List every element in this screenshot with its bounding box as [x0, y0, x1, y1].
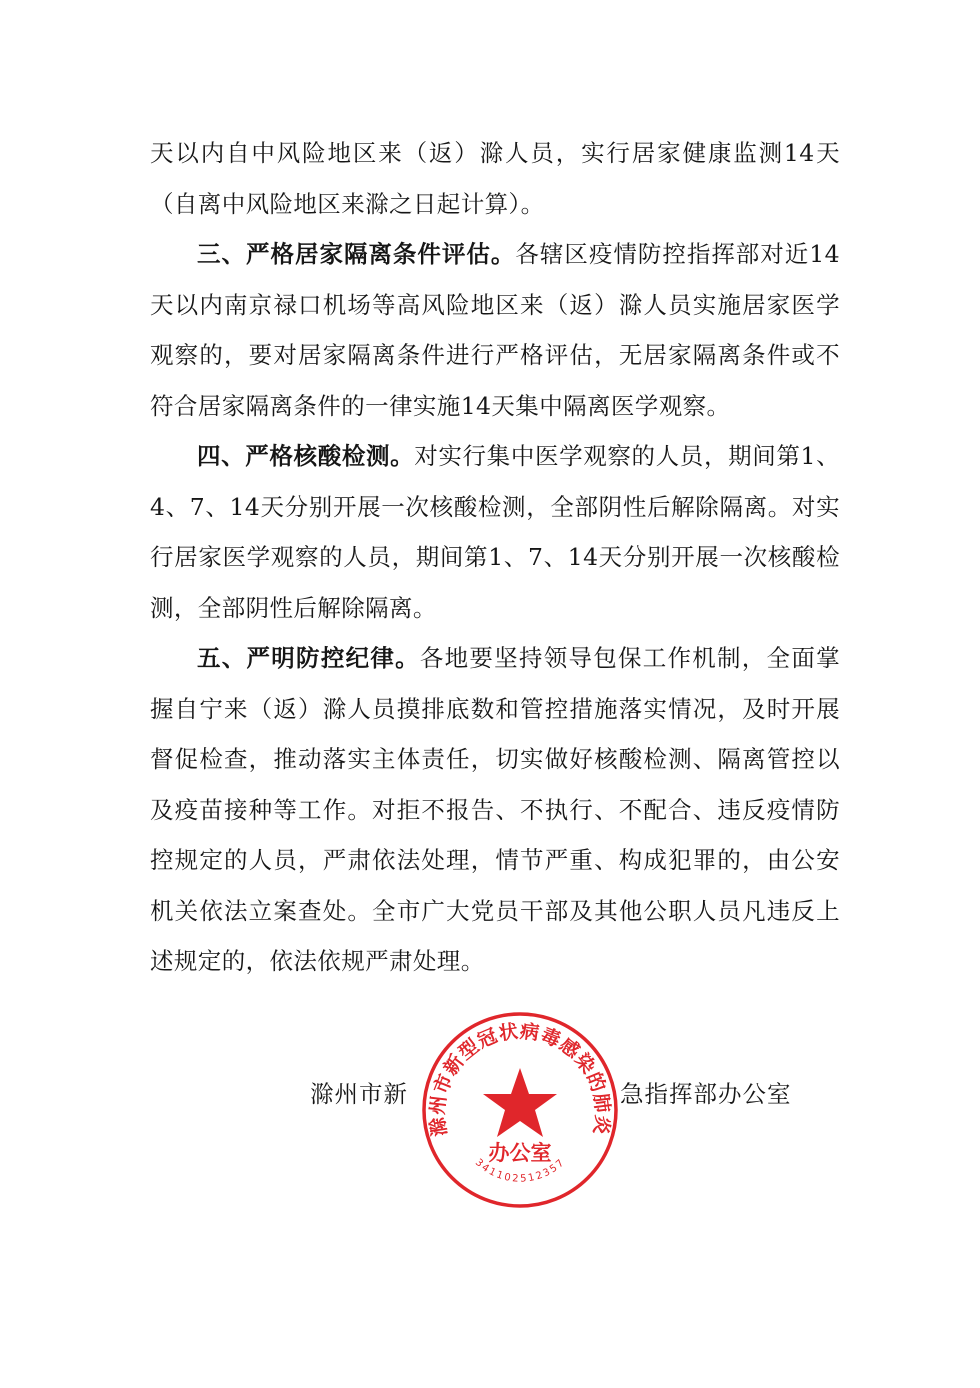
paragraph-3: [150, 431, 840, 633]
seal-office-text: 办公室: [488, 1140, 552, 1165]
paragraph-3-text: 对实行集中医学观察的人员，期间第1、4、7、14天分别开展一次核酸检测，全部阴性后解除隔离。对实行居家医学观察的人员，期间第1、7、14天分别开展一次核酸检测，全部阴性后解除隔离。: [150, 442, 840, 622]
document-body: [150, 128, 840, 987]
paragraph-2: [150, 229, 840, 431]
paragraph-4-text: 各地要坚持领导包保工作机制，全面掌握自宁来（返）滁人员摸排底数和管控措施落实情况，及时开展督促检查，推动落实主体责任，切实做好核酸检测、隔离管控以及疫苗接种等工作。对拒不报告、不执行、不配合、违反疫情防控规定的人员，严肃依法处理，情节严重、构成犯罪的，由公安机关依法立案查处。全市广大党员干部及其他公职人员凡违反上述规定的，依法依规严肃处理。: [150, 644, 840, 975]
paragraph-2-heading: 三、严格居家隔离条件评估。: [197, 240, 516, 268]
signature-left-text: 滁州市新: [310, 1080, 408, 1108]
official-seal: [420, 1010, 620, 1210]
paragraph-1-text: 天以内自中风险地区来（返）滁人员，实行居家健康监测14天（自离中风险地区来滁之日起计算）。: [150, 139, 840, 218]
paragraph-4: [150, 633, 840, 987]
paragraph-4-heading: 五、严明防控纪律。: [197, 644, 420, 672]
seal-graphic: [420, 1010, 620, 1210]
signature-right-text: 急指挥部办公室: [620, 1080, 792, 1108]
paragraph-1: [150, 128, 840, 229]
paragraph-3-heading: 四、严格核酸检测。: [197, 442, 415, 470]
seal-code-text: 341102512357: [472, 1156, 568, 1185]
paragraph-2-text: 各辖区疫情防控指挥部对近14天以内南京禄口机场等高风险地区来（返）滁人员实施居家医学观察的，要对居家隔离条件进行严格评估，无居家隔离条件或不符合居家隔离条件的一律实施14天集中隔离医学观察。: [150, 240, 840, 420]
seal-star-icon: [483, 1068, 557, 1137]
seal-arc-text: 滁州市新型冠状病毒感染的肺炎: [426, 1020, 614, 1138]
